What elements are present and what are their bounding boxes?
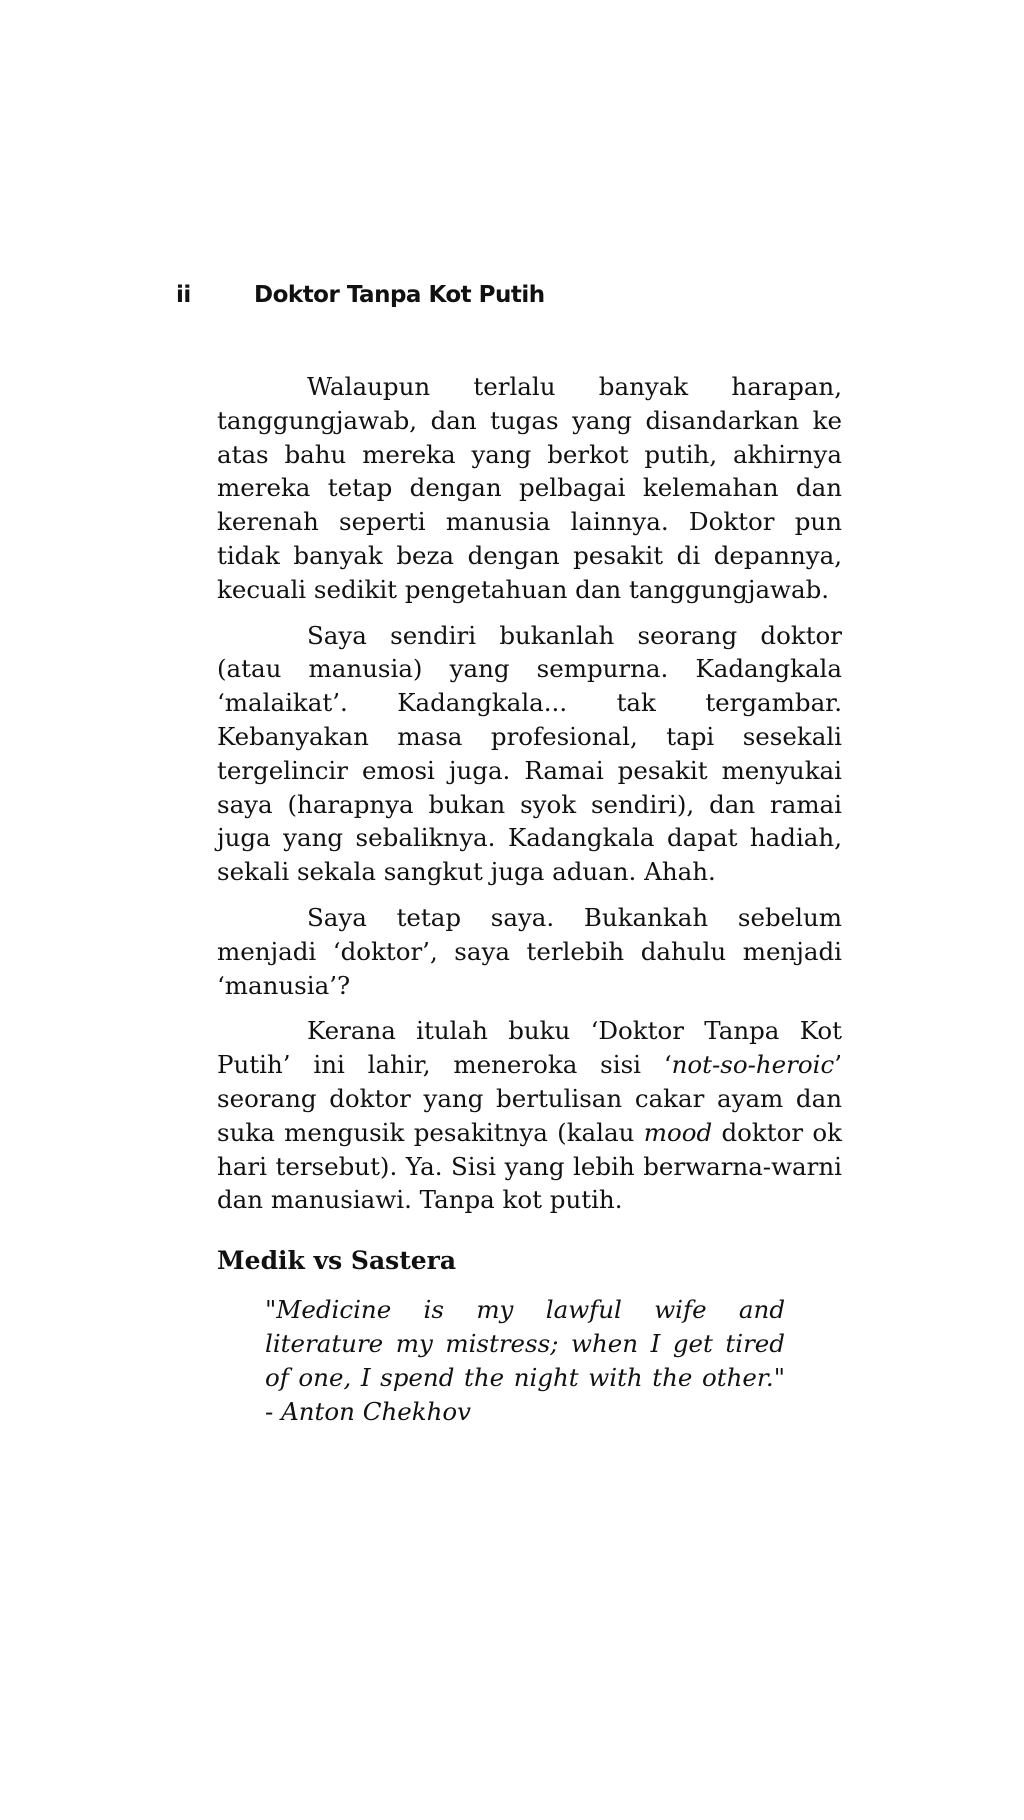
page-number: ii bbox=[176, 282, 191, 308]
paragraph-4 bbox=[217, 1014, 842, 1217]
italic-phrase: not-so-heroic bbox=[671, 1050, 835, 1080]
paragraph-text: Saya sendiri bukanlah seorang doktor (atau manusia) yang sempurna. Kadangkala ‘malaikat’. Kadangkala... tak tergambar. Kebanyakan masa profesional, tapi sesekali tergelincir emosi juga. Ramai pesakit menyukai saya (harapnya bukan syok sendiri), dan ramai juga yang sebaliknya. Kadangkala dapat hadiah, sekali sekala sangkut juga aduan. Ahah. bbox=[217, 620, 842, 887]
epigraph-quote: "Medicine is my lawful wife and literature my mistress; when I get tired of one, I spend the night with the other." - Anton Chekhov bbox=[265, 1295, 785, 1426]
paragraph-text: Kerana itulah buku ‘Doktor Tanpa Kot Putih’ ini lahir, meneroka sisi ‘ bbox=[217, 1016, 842, 1080]
paragraph-text: Walaupun terlalu banyak harapan, tanggungjawab, dan tugas yang disandarkan ke atas bahu mereka yang berkot putih, akhirnya mereka tetap dengan pelbagai kelemahan dan kerenah seperti manusia lainnya. Doktor pun tidak banyak beza dengan pesakit di depannya, kecuali sedikit pengetahuan dan tanggungjawab. bbox=[217, 372, 842, 604]
italic-word: mood bbox=[643, 1117, 713, 1147]
paragraph-1 bbox=[217, 370, 842, 607]
section-heading: Medik vs Sastera bbox=[217, 1246, 457, 1275]
paragraph-text: ’ seorang doktor yang bertulisan cakar ayam dan suka mengusik pesakitnya (kalau bbox=[217, 1050, 842, 1147]
running-title: Doktor Tanpa Kot Putih bbox=[254, 282, 545, 308]
paragraph-2 bbox=[217, 619, 842, 889]
paragraph-3 bbox=[217, 901, 842, 1002]
paragraph-text: Saya tetap saya. Bukankah sebelum menjadi ‘doktor’, saya terlebih dahulu menjadi ‘manusia’? bbox=[217, 902, 842, 1000]
paragraph-text: doktor ok hari tersebut). Ya. Sisi yang lebih berwarna-warni dan manusiawi. Tanpa kot putih. bbox=[217, 1117, 842, 1215]
page-header bbox=[176, 282, 545, 308]
body-text bbox=[217, 370, 842, 1229]
